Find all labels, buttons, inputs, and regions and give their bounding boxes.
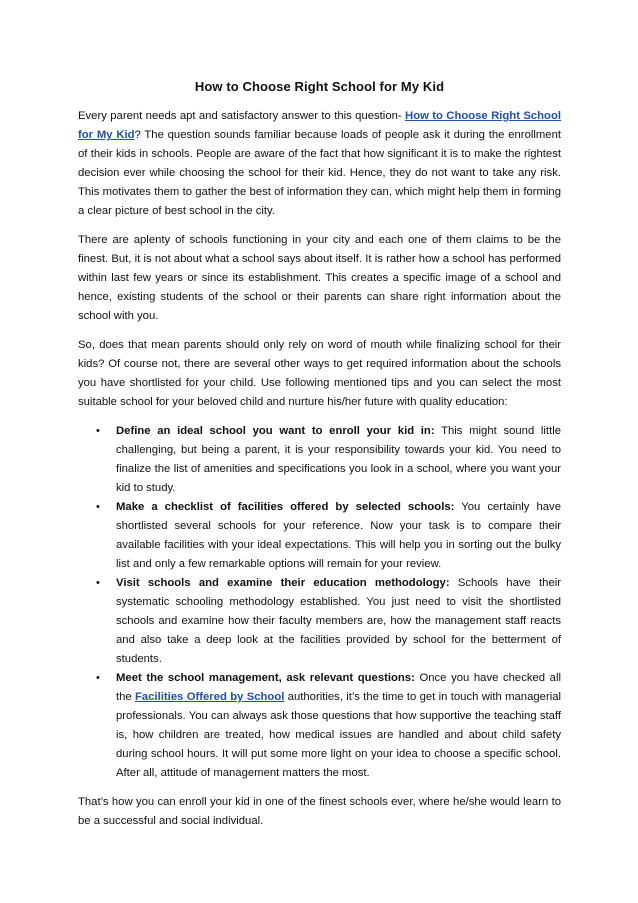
tip-heading: Visit schools and examine their education methodology: — [116, 577, 450, 589]
tip-heading: Make a checklist of facilities offered by selected schools: — [116, 501, 455, 513]
list-item — [78, 574, 561, 669]
tip-body: Schools have their systematic schooling methodology established. You just need to visit the shortlisted schools and examine how their faculty members are, how the management staff reacts and also take a deep look at the facilities provided by school for the betterment of students. — [116, 577, 561, 665]
bullet-icon: • — [96, 672, 100, 684]
how-to-choose-link[interactable]: How to Choose Right School for My Kid — [78, 110, 561, 141]
list-item — [78, 498, 561, 574]
tip-heading: Define an ideal school you want to enroll your kid in: — [116, 425, 435, 437]
bullet-icon: • — [96, 425, 100, 437]
tips-intro-paragraph: So, does that mean parents should only rely on word of mouth while finalizing school for their kids? Of course not, there are several other ways to get required information about the schools you have shortlisted for your child. Use following mentioned tips and you can select the most suitable school for your beloved child and nurture his/her future with quality education: — [78, 339, 561, 408]
tip-heading: Meet the school management, ask relevant questions: — [116, 672, 415, 684]
tip-body: Once you have checked all the — [116, 672, 561, 703]
closing-paragraph: That’s how you can enroll your kid in one of the finest schools ever, where he/she would learn to be a successful and social individual. — [78, 796, 561, 827]
bullet-icon: • — [96, 501, 100, 513]
document-page — [78, 78, 561, 841]
tip-body: You certainly have shortlisted several schools for your reference. Now your task is to compare their available facilities with your ideal expectations. This will help you in sorting out the bulky list and only a few remarkable options will remain for your review. — [116, 501, 561, 570]
intro-paragraph — [78, 107, 561, 221]
bullet-icon: • — [96, 577, 100, 589]
list-item — [78, 669, 561, 783]
schools-paragraph: There are aplenty of schools functioning in your city and each one of them claims to be the finest. But, it is not about what a school says about itself. It is rather how a school has performed within last few years or since its establishment. This creates a specific image of a school and hence, existing students of the school or their parents can share right information about the school with you. — [78, 234, 561, 322]
intro-text-continued: ? The question sounds familiar because loads of people ask it during the enrollment of their kids in schools. People are aware of the fact that how significant it is to make the rightest decision ever while choosing the school for their kid. Hence, they do not want to take any risk. This motivates them to gather the best of information they can, which might help them in forming a clear picture of best school in the city. — [78, 129, 561, 217]
tips-list — [78, 422, 561, 783]
intro-text: Every parent needs apt and satisfactory answer to this question- — [78, 110, 406, 122]
list-item — [78, 422, 561, 498]
tip-body: This might sound little challenging, but being a parent, it is your responsibility towards your kid. You need to finalize the list of amenities and specifications you look in a school, where you want your kid to study. — [116, 425, 562, 494]
facilities-offered-link[interactable]: Facilities Offered by School — [135, 691, 285, 703]
page-title: How to Choose Right School for My Kid — [194, 79, 445, 94]
tip-body-continued: authorities, it’s the time to get in touch with managerial professionals. You can always ask those questions that how supportive the teaching staff is, how children are treated, how medical issues are handled and about child safety during school hours. It will put some more light on your idea to choose a specific school. After all, attitude of management matters the most. — [116, 691, 562, 779]
